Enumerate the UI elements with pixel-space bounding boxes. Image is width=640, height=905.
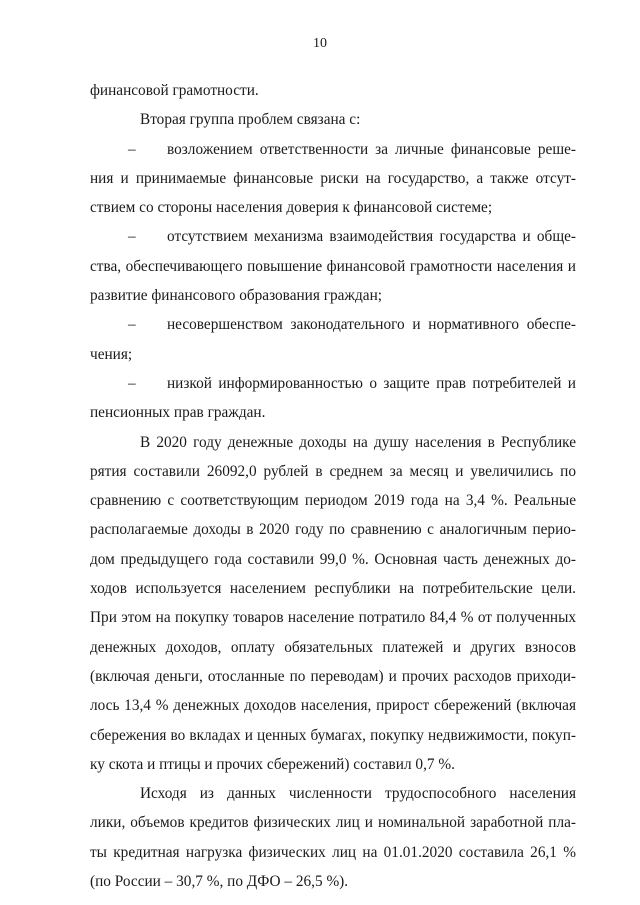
dash-bullet: – [128, 316, 136, 334]
dash-bullet: – [128, 140, 136, 158]
text-line: возложением ответственности за личные финансовые реше- [167, 140, 576, 158]
text-line: сравнению с соответствующим периодом 2019 года на 3,4 %. Реальные [90, 492, 576, 510]
text-line: ства, обеспечивающего повышение финансовой грамотности населения и [90, 257, 576, 275]
text-line: лики, объемов кредитов физических лиц и номинальной заработной пла- [90, 814, 576, 832]
text-line: дом предыдущего года составили 99,0 %. Основная часть денежных до- [90, 550, 576, 568]
dash-bullet: – [128, 228, 136, 246]
text-line: Вторая группа проблем связана с: [140, 111, 361, 129]
text-line: (включая деньги, отосланные по переводам) и прочих расходов приходи- [90, 667, 576, 685]
text-line: пенсионных прав граждан. [90, 404, 266, 422]
bullet-line [90, 310, 576, 339]
text-line: ния и принимаемые финансовые риски на государство, а также отсут- [90, 169, 576, 187]
text-line: развитие финансового образования граждан; [90, 287, 383, 305]
text-line: отсутствием механизма взаимодействия государства и обще- [167, 228, 576, 246]
text-line: ствием со стороны населения доверия к финансовой системе; [90, 199, 493, 217]
text-line: При этом на покупку товаров население потратило 84,4 % от полученных [90, 609, 576, 627]
text-line: денежных доходов, оплату обязательных платежей и других взносов [90, 638, 576, 656]
text-line: ты кредитная нагрузка физических лиц на 01.01.2020 составила 26,1 % [90, 843, 576, 861]
text-line: (по России – 30,7 %, по ДФО – 26,5 %). [90, 873, 349, 891]
text-line: финансовой грамотности. [90, 82, 259, 99]
text-line: Исходя из данных численности трудоспособного населения [140, 785, 576, 803]
dash-bullet: – [128, 374, 136, 392]
text-line: низкой информированностью о защите прав потребителей и [167, 374, 576, 392]
text-line: ходов используется населением республики на потребительские цели. [90, 580, 576, 598]
text-line: несовершенством законодательного и нормативного обеспе- [167, 316, 576, 334]
bullet-line [90, 369, 576, 398]
page-number: 10 [313, 36, 327, 51]
text-line: рятия составили 26092,0 рублей в среднем за месяц и увеличились по [90, 462, 576, 480]
text-line: сбережения во вкладах и ценных бумагах, покупку недвижимости, покуп- [90, 726, 576, 744]
document-body [90, 76, 576, 896]
text-line: В 2020 году денежные доходы на душу населения в Республике [140, 433, 576, 451]
text-line: лось 13,4 % денежных доходов населения, прирост сбережений (включая [90, 697, 576, 715]
bullet-line [90, 135, 576, 164]
text-line: располагаемые доходы в 2020 году по сравнению с аналогичным перио- [90, 521, 576, 539]
bullet-line [90, 222, 576, 251]
text-line: ку скота и птицы и прочих сбережений) составил 0,7 %. [90, 755, 455, 773]
text-line: чения; [90, 345, 133, 363]
